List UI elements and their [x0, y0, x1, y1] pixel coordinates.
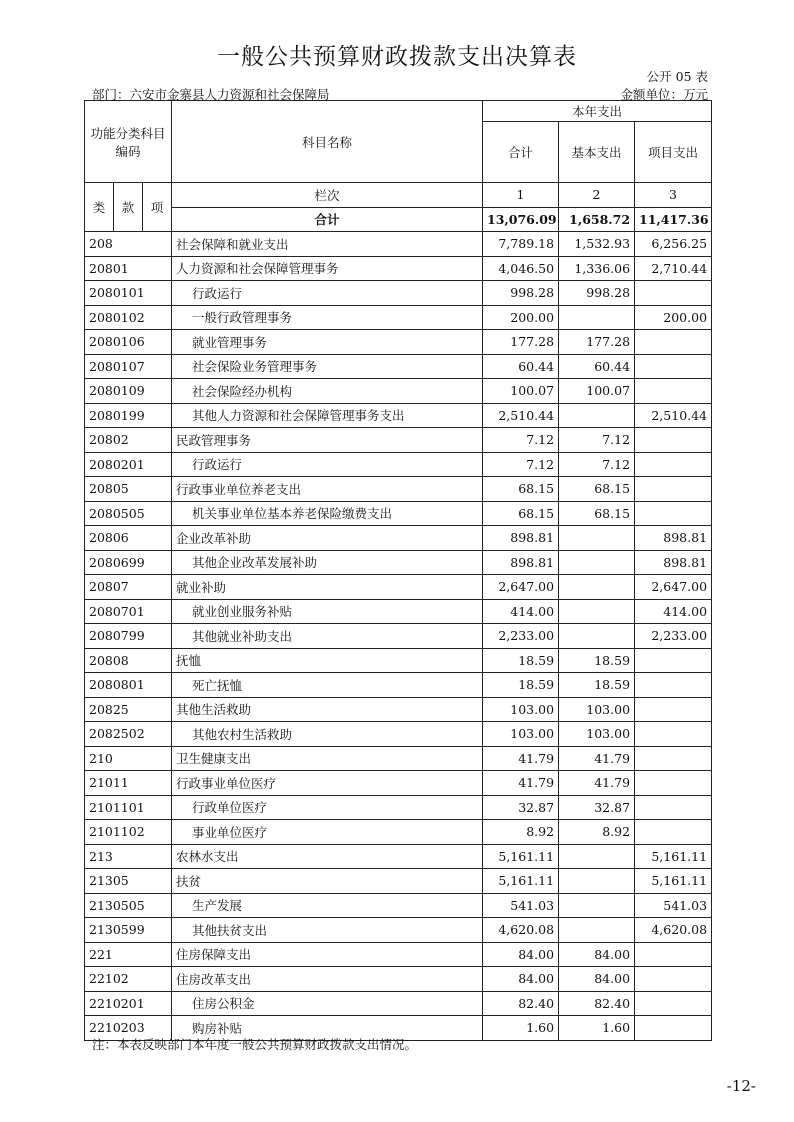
row-code: 20801	[85, 256, 172, 281]
table-row	[85, 722, 712, 747]
table-note: 注：本表反映部门本年度一般公共预算财政拨款支出情况。	[92, 1037, 418, 1052]
row-code: 20825	[85, 697, 172, 722]
row-code: 2130505	[85, 893, 172, 918]
row-project	[635, 967, 712, 992]
row-subject-name: 其他企业改革发展补助	[172, 550, 483, 575]
table-row	[85, 771, 712, 796]
row-total: 998.28	[483, 281, 559, 306]
row-basic	[559, 624, 635, 649]
table-row	[85, 918, 712, 943]
row-total: 103.00	[483, 697, 559, 722]
row-subject-name: 一般行政管理事务	[172, 305, 483, 330]
row-code: 2080106	[85, 330, 172, 355]
table-row	[85, 893, 712, 918]
row-code: 21011	[85, 771, 172, 796]
table-row	[85, 379, 712, 404]
row-code: 20808	[85, 648, 172, 673]
row-total: 7.12	[483, 428, 559, 453]
table-row	[85, 599, 712, 624]
row-basic	[559, 893, 635, 918]
table-row	[85, 428, 712, 453]
row-subject-name: 其他农村生活救助	[172, 722, 483, 747]
row-code: 221	[85, 942, 172, 967]
row-code: 22102	[85, 967, 172, 992]
row-subject-name: 其他扶贫支出	[172, 918, 483, 943]
grand-total-project: 11,417.36	[635, 207, 712, 232]
kuan-header: 款	[114, 183, 143, 232]
table-row	[85, 648, 712, 673]
table-row	[85, 501, 712, 526]
row-code: 2080801	[85, 673, 172, 698]
func-code-header: 功能分类科目编码	[85, 101, 172, 183]
row-total: 5,161.11	[483, 869, 559, 894]
row-subject-name: 行政事业单位养老支出	[172, 477, 483, 502]
row-total: 84.00	[483, 942, 559, 967]
row-project	[635, 722, 712, 747]
row-basic: 84.00	[559, 967, 635, 992]
row-basic: 103.00	[559, 722, 635, 747]
header-row-1	[85, 101, 712, 122]
grand-total-basic: 1,658.72	[559, 207, 635, 232]
row-code: 2130599	[85, 918, 172, 943]
subject-name-header: 科目名称	[172, 101, 483, 183]
row-total: 8.92	[483, 820, 559, 845]
row-subject-name: 人力资源和社会保障管理事务	[172, 256, 483, 281]
row-subject-name: 行政单位医疗	[172, 795, 483, 820]
row-basic: 60.44	[559, 354, 635, 379]
document-title: 一般公共预算财政拨款支出决算表	[217, 44, 577, 70]
row-code: 2101101	[85, 795, 172, 820]
row-code: 20806	[85, 526, 172, 551]
row-total: 898.81	[483, 550, 559, 575]
row-project: 5,161.11	[635, 869, 712, 894]
row-project: 898.81	[635, 526, 712, 551]
row-basic	[559, 526, 635, 551]
row-total: 84.00	[483, 967, 559, 992]
row-subject-name: 行政运行	[172, 281, 483, 306]
row-code: 2080199	[85, 403, 172, 428]
row-total: 898.81	[483, 526, 559, 551]
page-number: -12-	[726, 1077, 756, 1095]
row-total: 1.60	[483, 1016, 559, 1041]
row-project: 4,620.08	[635, 918, 712, 943]
row-basic: 68.15	[559, 477, 635, 502]
grand-total-amount: 13,076.09	[483, 207, 559, 232]
row-code: 21305	[85, 869, 172, 894]
table-row	[85, 967, 712, 992]
row-project	[635, 501, 712, 526]
grand-total-row	[85, 207, 712, 232]
row-code: 2210201	[85, 991, 172, 1016]
row-subject-name: 生产发展	[172, 893, 483, 918]
table-row	[85, 991, 712, 1016]
row-subject-name: 社会保险业务管理事务	[172, 354, 483, 379]
table-row	[85, 256, 712, 281]
row-basic: 84.00	[559, 942, 635, 967]
row-subject-name: 社会保险经办机构	[172, 379, 483, 404]
basic-header: 基本支出	[559, 122, 635, 183]
row-basic: 998.28	[559, 281, 635, 306]
row-code: 2210203	[85, 1016, 172, 1041]
row-total: 541.03	[483, 893, 559, 918]
row-basic: 41.79	[559, 746, 635, 771]
row-project	[635, 820, 712, 845]
row-total: 4,046.50	[483, 256, 559, 281]
row-basic	[559, 550, 635, 575]
table-row	[85, 844, 712, 869]
row-subject-name: 其他生活救助	[172, 697, 483, 722]
row-project	[635, 648, 712, 673]
lei-header: 类	[85, 183, 114, 232]
row-code: 2080701	[85, 599, 172, 624]
row-subject-name: 死亡抚恤	[172, 673, 483, 698]
row-subject-name: 其他就业补助支出	[172, 624, 483, 649]
row-basic: 82.40	[559, 991, 635, 1016]
xiang-header: 项	[143, 183, 172, 232]
row-project	[635, 330, 712, 355]
row-basic: 100.07	[559, 379, 635, 404]
row-total: 41.79	[483, 746, 559, 771]
row-project: 6,256.25	[635, 232, 712, 257]
row-basic: 103.00	[559, 697, 635, 722]
row-basic: 18.59	[559, 648, 635, 673]
column-number-1: 1	[483, 183, 559, 208]
column-number-3: 3	[635, 183, 712, 208]
row-subject-name: 其他人力资源和社会保障管理事务支出	[172, 403, 483, 428]
row-subject-name: 住房公积金	[172, 991, 483, 1016]
row-project	[635, 771, 712, 796]
total-header: 合计	[483, 122, 559, 183]
row-total: 414.00	[483, 599, 559, 624]
row-subject-name: 民政管理事务	[172, 428, 483, 453]
table-row	[85, 232, 712, 257]
row-project	[635, 942, 712, 967]
row-subject-name: 就业创业服务补贴	[172, 599, 483, 624]
row-project	[635, 379, 712, 404]
row-total: 200.00	[483, 305, 559, 330]
row-total: 18.59	[483, 648, 559, 673]
table-row	[85, 697, 712, 722]
row-total: 60.44	[483, 354, 559, 379]
row-total: 68.15	[483, 477, 559, 502]
row-total: 82.40	[483, 991, 559, 1016]
row-subject-name: 住房保障支出	[172, 942, 483, 967]
row-project	[635, 477, 712, 502]
row-total: 100.07	[483, 379, 559, 404]
row-basic: 18.59	[559, 673, 635, 698]
table-row	[85, 354, 712, 379]
table-row	[85, 477, 712, 502]
table-row	[85, 281, 712, 306]
row-project	[635, 428, 712, 453]
table-row	[85, 403, 712, 428]
row-basic: 41.79	[559, 771, 635, 796]
row-subject-name: 卫生健康支出	[172, 746, 483, 771]
table-row	[85, 869, 712, 894]
row-total: 177.28	[483, 330, 559, 355]
row-total: 41.79	[483, 771, 559, 796]
row-subject-name: 行政运行	[172, 452, 483, 477]
row-code: 2080101	[85, 281, 172, 306]
row-total: 32.87	[483, 795, 559, 820]
row-total: 2,233.00	[483, 624, 559, 649]
row-project: 2,647.00	[635, 575, 712, 600]
table-row	[85, 575, 712, 600]
row-basic	[559, 918, 635, 943]
department-label: 部门：六安市金寨县人力资源和社会保障局	[92, 87, 330, 102]
row-basic	[559, 869, 635, 894]
row-code: 2080107	[85, 354, 172, 379]
row-project: 898.81	[635, 550, 712, 575]
row-subject-name: 就业管理事务	[172, 330, 483, 355]
row-basic	[559, 599, 635, 624]
row-basic	[559, 844, 635, 869]
row-code: 2080109	[85, 379, 172, 404]
current-year-header: 本年支出	[483, 101, 712, 122]
row-basic	[559, 575, 635, 600]
project-header: 项目支出	[635, 122, 712, 183]
row-project: 200.00	[635, 305, 712, 330]
row-basic	[559, 305, 635, 330]
row-subject-name: 扶贫	[172, 869, 483, 894]
table-row	[85, 305, 712, 330]
row-project	[635, 281, 712, 306]
row-basic: 1,336.06	[559, 256, 635, 281]
row-code: 2082502	[85, 722, 172, 747]
row-basic: 7.12	[559, 452, 635, 477]
table-row	[85, 452, 712, 477]
row-project	[635, 673, 712, 698]
row-code: 210	[85, 746, 172, 771]
row-total: 7.12	[483, 452, 559, 477]
row-subject-name: 就业补助	[172, 575, 483, 600]
row-code: 2101102	[85, 820, 172, 845]
row-basic: 32.87	[559, 795, 635, 820]
row-subject-name: 机关事业单位基本养老保险缴费支出	[172, 501, 483, 526]
row-subject-name: 企业改革补助	[172, 526, 483, 551]
table-row	[85, 330, 712, 355]
budget-table	[84, 100, 712, 1041]
row-code: 2080699	[85, 550, 172, 575]
row-project	[635, 991, 712, 1016]
row-total: 7,789.18	[483, 232, 559, 257]
row-subject-name: 抚恤	[172, 648, 483, 673]
row-project	[635, 1016, 712, 1041]
row-project: 414.00	[635, 599, 712, 624]
table-row	[85, 746, 712, 771]
row-code: 20802	[85, 428, 172, 453]
row-subject-name: 住房改革支出	[172, 967, 483, 992]
row-total: 68.15	[483, 501, 559, 526]
row-total: 2,510.44	[483, 403, 559, 428]
row-project	[635, 746, 712, 771]
row-project	[635, 354, 712, 379]
row-project: 2,510.44	[635, 403, 712, 428]
form-number: 公开 05 表	[646, 69, 708, 84]
row-total: 4,620.08	[483, 918, 559, 943]
row-basic	[559, 403, 635, 428]
column-number-row	[85, 183, 712, 208]
row-subject-name: 购房补贴	[172, 1016, 483, 1041]
table-row	[85, 795, 712, 820]
row-basic: 177.28	[559, 330, 635, 355]
row-project	[635, 795, 712, 820]
row-basic: 7.12	[559, 428, 635, 453]
row-code: 20805	[85, 477, 172, 502]
table-row	[85, 942, 712, 967]
column-number-2: 2	[559, 183, 635, 208]
row-total: 2,647.00	[483, 575, 559, 600]
row-code: 2080799	[85, 624, 172, 649]
row-project	[635, 452, 712, 477]
row-subject-name: 农林水支出	[172, 844, 483, 869]
row-project: 2,233.00	[635, 624, 712, 649]
row-code: 213	[85, 844, 172, 869]
row-code: 208	[85, 232, 172, 257]
table-row	[85, 526, 712, 551]
row-code: 2080201	[85, 452, 172, 477]
table-row	[85, 550, 712, 575]
row-subject-name: 社会保障和就业支出	[172, 232, 483, 257]
row-code: 20807	[85, 575, 172, 600]
row-basic: 1,532.93	[559, 232, 635, 257]
row-code: 2080102	[85, 305, 172, 330]
row-basic: 68.15	[559, 501, 635, 526]
row-project	[635, 697, 712, 722]
table-row	[85, 673, 712, 698]
row-subject-name: 事业单位医疗	[172, 820, 483, 845]
unit-label: 金额单位：万元	[620, 87, 708, 102]
row-total: 103.00	[483, 722, 559, 747]
row-subject-name: 行政事业单位医疗	[172, 771, 483, 796]
grand-total-label: 合计	[172, 207, 483, 232]
row-basic: 8.92	[559, 820, 635, 845]
row-project: 541.03	[635, 893, 712, 918]
row-project: 5,161.11	[635, 844, 712, 869]
row-basic: 1.60	[559, 1016, 635, 1041]
column-number-label: 栏次	[172, 183, 483, 208]
row-code: 2080505	[85, 501, 172, 526]
row-total: 5,161.11	[483, 844, 559, 869]
table-row	[85, 820, 712, 845]
row-total: 18.59	[483, 673, 559, 698]
row-project: 2,710.44	[635, 256, 712, 281]
table-row	[85, 624, 712, 649]
